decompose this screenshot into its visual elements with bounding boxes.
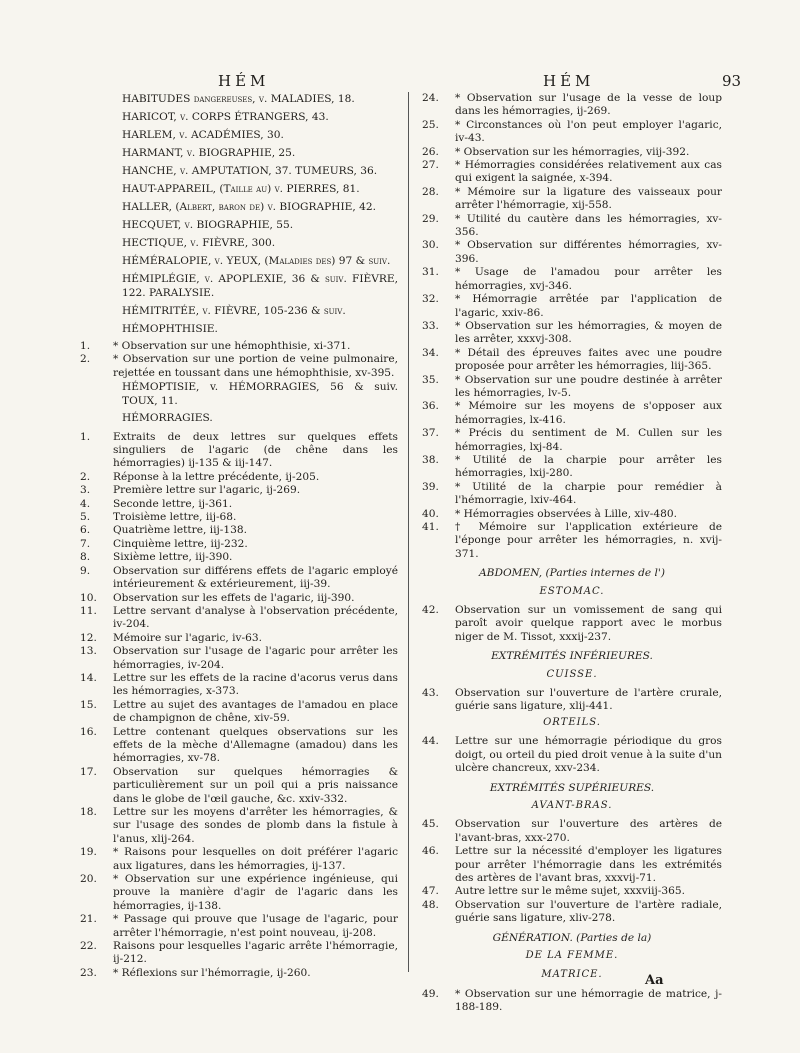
- item-number: 45.: [422, 818, 439, 831]
- index-entry: HANCHE, v. AMPUTATION, 37. TUMEURS, 36.: [122, 165, 378, 177]
- list-item: [80, 340, 398, 353]
- list-item: [80, 967, 398, 980]
- list-item: [80, 645, 398, 672]
- matrice-list: [422, 988, 722, 1015]
- list-item: [422, 92, 722, 119]
- item-text: * Utilité de la charpie pour remédier à l'hémorragie, lxiv-464.: [455, 480, 722, 507]
- list-item: [422, 899, 722, 926]
- item-text: Lettre sur les effets de la racine d'acorus verus dans les hémorragies, x-373.: [113, 671, 398, 698]
- item-number: 12.: [80, 631, 97, 644]
- estomac-heading: ESTOMAC.: [539, 585, 605, 597]
- list-item: [80, 524, 398, 537]
- item-number: 15.: [80, 698, 97, 711]
- list-item: [80, 592, 398, 605]
- item-text: * Utilité du cautère dans les hémorragies, xv-356.: [455, 212, 722, 239]
- item-text: * Passage qui prouve que l'usage de l'agaric, pour arrêter l'hémorragie, n'est point nouveau, ij-208.: [113, 913, 398, 939]
- item-text: † Mémoire sur l'application extérieure de l'éponge pour arrêter les hémorragies, n. xvij-371.: [455, 521, 722, 560]
- item-number: 44.: [422, 735, 439, 748]
- item-number: 25.: [422, 118, 439, 131]
- signature-mark: Aa: [645, 973, 664, 988]
- list-item: [80, 498, 398, 511]
- item-number: 46.: [422, 845, 439, 858]
- running-head-right: HÉM: [543, 72, 595, 90]
- list-item: [422, 374, 722, 401]
- list-item: [80, 431, 398, 471]
- list-item: [422, 604, 722, 644]
- item-number: 32.: [422, 293, 439, 306]
- list-item: [422, 481, 722, 508]
- item-text: Lettre sur les moyens d'arrêter les hémorragies, & sur l'usage des sondes de plomb dans la fistule à l'anus, xlij-264.: [113, 806, 398, 845]
- list-item: [80, 484, 398, 497]
- list-item: [422, 400, 722, 427]
- index-entry: HABITUDES dangereuses, v. MALADIES, 18.: [122, 93, 355, 105]
- item-number: 49.: [422, 987, 439, 1000]
- item-text: Autre lettre sur le même sujet, xxxviij-365.: [455, 885, 685, 898]
- item-number: 7.: [80, 537, 91, 550]
- item-number: 1.: [80, 340, 91, 352]
- item-text: Seconde lettre, ij-361.: [113, 497, 233, 510]
- extremites-inf-heading: EXTRÉMITÉS INFÉRIEURES.: [491, 650, 653, 663]
- item-text: Raisons pour lesquelles l'agaric arrête l'hémorragie, ij-212.: [113, 940, 398, 966]
- item-text: * Circonstances où l'on peut employer l'agaric, iv-43.: [455, 118, 722, 145]
- list-item: [422, 266, 722, 293]
- list-item: [80, 353, 398, 380]
- list-item: [80, 565, 398, 592]
- list-item: [80, 913, 398, 940]
- column-divider: [408, 92, 409, 972]
- list-item: [80, 605, 398, 632]
- index-entry: HÉMITRITÉE, v. FIÈVRE, 105-236 & suiv.: [122, 305, 346, 317]
- item-number: 8.: [80, 551, 91, 564]
- item-number: 35.: [422, 373, 439, 386]
- list-item: [80, 672, 398, 699]
- list-item: [80, 699, 398, 726]
- list-item: [422, 293, 722, 320]
- list-item: [422, 687, 722, 714]
- list-item: [422, 159, 722, 186]
- item-text: * Observation sur les hémorragies, viij-392.: [455, 145, 690, 158]
- cuisse-list: [422, 687, 722, 714]
- item-number: 14.: [80, 671, 97, 684]
- item-text: Sixième lettre, iij-390.: [113, 551, 233, 564]
- index-entry: HÉMÉRALOPIE, v. YEUX, (Maladies des) 97 & suiv.: [122, 255, 391, 267]
- item-number: 21.: [80, 913, 97, 926]
- list-item: [80, 940, 398, 967]
- list-item: [80, 726, 398, 766]
- running-head-left: HÉM: [218, 72, 270, 90]
- index-entry: HAUT-APPAREIL, (Taille au) v. PIERRES, 81.: [122, 183, 360, 195]
- item-text: Observation sur quelques hémorragies & particulièrement sur un poil qui a pris naissance dans le globe de l'œil gauche, &c. xxiv-332.: [113, 765, 398, 805]
- hemorragies-heading: HÉMORRAGIES.: [122, 412, 213, 425]
- index-entry: HECQUET, v. BIOGRAPHIE, 55.: [122, 219, 294, 231]
- orteils-list: [422, 735, 722, 775]
- item-text: * Hémorragies observées à Lille, xiv-480.: [455, 507, 677, 520]
- item-number: 33.: [422, 319, 439, 332]
- item-number: 34.: [422, 346, 439, 359]
- item-text: Lettre sur une hémorragie périodique du gros doigt, ou orteil du pied droit venue à la suite d'un ulcère chancreux, xxv-234.: [455, 735, 722, 775]
- avant-bras-heading: AVANT-BRAS.: [531, 799, 613, 811]
- item-text: * Mémoire sur la ligature des vaisseaux pour arrêter l'hémorragie, xij-558.: [455, 185, 722, 212]
- item-number: 30.: [422, 239, 439, 252]
- index-entry: HARLEM, v. ACADÉMIES, 30.: [122, 129, 284, 141]
- list-item: [80, 471, 398, 484]
- item-number: 17.: [80, 765, 97, 778]
- item-number: 22.: [80, 940, 97, 953]
- item-number: 10.: [80, 591, 97, 604]
- item-text: * Observation sur différentes hémorragies, xv-396.: [455, 239, 722, 265]
- item-text: * Détail des épreuves faites avec une poudre proposée pour arrêter les hémorragies, liij-365.: [455, 346, 722, 373]
- orteils-heading: ORTEILS.: [543, 716, 601, 728]
- list-item: [422, 885, 722, 898]
- index-entry: HÉMIPLÉGIE, v. APOPLEXIE, 36 & suiv. FIÈVRE, 122. PARALYSIE.: [122, 273, 398, 299]
- item-text: Observation sur un vomissement de sang qui paroît avoir quelque rapport avec le morbus niger de M. Tissot, xxxij-237.: [455, 604, 722, 643]
- list-item: [80, 551, 398, 564]
- item-text: * Observation sur une hémophthisie, xi-371.: [113, 340, 351, 352]
- item-number: 36.: [422, 400, 439, 413]
- item-text: Observation sur l'ouverture de l'artère crurale, guérie sans ligature, xlij-441.: [455, 687, 722, 713]
- item-text: Première lettre sur l'agaric, ij-269.: [113, 484, 301, 497]
- item-number: 29.: [422, 212, 439, 225]
- item-text: Observation sur l'usage de l'agaric pour arrêter les hémorragies, iv-204.: [113, 645, 398, 671]
- item-text: * Hémorragie arrêtée par l'application de l'agaric, xxiv-86.: [455, 293, 722, 319]
- item-text: * Usage de l'amadou pour arrêter les hémorragies, xvj-346.: [455, 266, 722, 292]
- avant-bras-list: [422, 818, 722, 925]
- item-number: 2.: [80, 470, 91, 483]
- item-text: * Observation sur l'usage de la vesse de loup dans les hémorragies, ij-269.: [455, 92, 722, 118]
- item-number: 48.: [422, 898, 439, 911]
- item-number: 1.: [80, 430, 91, 443]
- list-item: [80, 538, 398, 551]
- item-text: * Observation sur les hémorragies, & moyen de les arrêter, xxxvj-308.: [455, 319, 722, 346]
- item-number: 9.: [80, 564, 91, 577]
- item-number: 6.: [80, 524, 91, 537]
- hemorragies-list: [80, 431, 398, 981]
- item-number: 5.: [80, 511, 91, 524]
- item-number: 37.: [422, 427, 439, 440]
- item-text: * Observation sur une hémorragie de matrice, j-188-189.: [455, 987, 722, 1014]
- item-text: * Précis du sentiment de M. Cullen sur les hémorragies, lxj-84.: [455, 427, 722, 453]
- item-text: * Observation sur une expérience ingénieuse, qui prouve la manière d'agir de l'agaric dans les hémorragies, ij-138.: [113, 873, 398, 912]
- list-item: [422, 347, 722, 374]
- item-text: * Raisons pour lesquelles on doit préférer l'agaric aux ligatures, dans les hémorragies, ij-137.: [113, 846, 398, 872]
- hemophthisie-list: [80, 340, 398, 380]
- cuisse-heading: CUISSE.: [546, 668, 598, 680]
- index-entry: HARMANT, v. BIOGRAPHIE, 25.: [122, 147, 296, 159]
- index-entry: HECTIQUE, v. FIÈVRE, 300.: [122, 237, 276, 249]
- matrice-heading: MATRICE.: [541, 969, 603, 981]
- extremites-sup-heading: EXTRÉMITÉS SUPÉRIEURES.: [489, 781, 655, 794]
- item-text: Observation sur l'ouverture de l'artère radiale, guérie sans ligature, xliv-278.: [455, 898, 722, 925]
- generation-heading: GÉNÉRATION. (Parties de la): [492, 931, 652, 944]
- list-item: [422, 845, 722, 885]
- item-number: 2.: [80, 353, 91, 366]
- list-item: [422, 818, 722, 845]
- item-number: 24.: [422, 92, 439, 104]
- item-number: 41.: [422, 521, 439, 533]
- item-text: Lettre au sujet des avantages de l'amadou en place de champignon de chêne, xiv-59.: [113, 698, 398, 725]
- item-number: 4.: [80, 497, 91, 510]
- list-item: [80, 806, 398, 846]
- list-item: [80, 511, 398, 524]
- hemoptisie-ref: HÉMOPTISIE, v. HÉMORRAGIES, 56 & suiv. TOUX, 11.: [122, 381, 398, 408]
- femme-heading: DE LA FEMME.: [525, 949, 619, 961]
- item-text: * Utilité de la charpie pour arrêter les hémorragies, lxij-280.: [455, 453, 722, 480]
- item-text: * Observation sur une poudre destinée à arrêter les hémorragies, lv-5.: [455, 373, 722, 399]
- item-text: Cinquième lettre, iij-232.: [113, 537, 248, 550]
- item-text: Troisième lettre, iij-68.: [113, 511, 237, 524]
- item-number: 13.: [80, 645, 97, 658]
- item-number: 39.: [422, 480, 439, 493]
- list-item: [80, 846, 398, 873]
- list-item: [422, 508, 722, 521]
- item-number: 47.: [422, 885, 439, 898]
- index-entries: [80, 92, 398, 336]
- item-text: Lettre contenant quelques observations sur les effets de la mèche d'Allemagne (amadou) dans les hémorragies, xv-78.: [113, 725, 398, 765]
- item-text: Mémoire sur l'agaric, iv-63.: [113, 631, 262, 644]
- item-text: Lettre sur la nécessité d'employer les ligatures pour arrêter l'hémorragie dans les extrémités des artères de l'avant bras, xxxvij-71.: [455, 845, 722, 884]
- list-item: [422, 186, 722, 213]
- list-item: [422, 239, 722, 266]
- item-text: Observation sur différens effets de l'agaric employé intérieurement & extérieurement, iij-39.: [113, 564, 398, 591]
- list-item: [422, 213, 722, 240]
- item-number: 16.: [80, 725, 97, 738]
- index-entry: HÉMOPHTHISIE.: [122, 323, 218, 335]
- list-item: [422, 146, 722, 159]
- list-item: [80, 873, 398, 913]
- left-column: [80, 92, 398, 980]
- item-number: 38.: [422, 453, 439, 466]
- list-item: [422, 427, 722, 454]
- list-item: [422, 454, 722, 481]
- right-column: [422, 92, 722, 1015]
- index-entry: HARICOT, v. CORPS ÉTRANGERS, 43.: [122, 111, 329, 123]
- item-number: 23.: [80, 966, 97, 979]
- abdomen-heading: ABDOMEN, (Parties internes de l'): [479, 567, 665, 580]
- item-number: 20.: [80, 873, 97, 886]
- list-item: [422, 735, 722, 775]
- list-item: [422, 988, 722, 1015]
- index-entry: HALLER, (Albert, baron de) v. BIOGRAPHIE, 42.: [122, 201, 376, 213]
- item-text: Observation sur les effets de l'agaric, iij-390.: [113, 591, 355, 604]
- item-number: 11.: [80, 604, 97, 617]
- item-number: 28.: [422, 185, 439, 198]
- list-item: [422, 320, 722, 347]
- item-number: 40.: [422, 507, 439, 520]
- list-item: [422, 521, 722, 561]
- item-text: Extraits de deux lettres sur quelques effets singuliers de l'agaric (de chêne dans les hémorragies) ij-135 & iij-147.: [113, 430, 398, 470]
- item-text: Quatrième lettre, iij-138.: [113, 524, 247, 537]
- hemorragies-list-cont: [422, 92, 722, 561]
- item-text: Réponse à la lettre précédente, ij-205.: [113, 470, 320, 483]
- item-number: 18.: [80, 806, 97, 818]
- item-number: 26.: [422, 145, 439, 158]
- item-number: 19.: [80, 846, 97, 859]
- item-text: * Hémorragies considérées relativement aux cas qui exigent la saignée, x-394.: [455, 159, 722, 185]
- item-text: Lettre servant d'analyse à l'observation précédente, iv-204.: [113, 604, 398, 631]
- item-number: 43.: [422, 687, 439, 700]
- item-number: 3.: [80, 484, 91, 497]
- item-number: 42.: [422, 604, 439, 617]
- page-number: 93: [722, 72, 742, 90]
- item-text: * Réflexions sur l'hémorragie, ij-260.: [113, 966, 311, 979]
- list-item: [80, 766, 398, 806]
- item-text: * Observation sur une portion de veine pulmonaire, rejettée en toussant dans une hémophthisie, xv-395.: [113, 353, 398, 379]
- item-number: 27.: [422, 159, 439, 172]
- item-number: 31.: [422, 266, 439, 279]
- list-item: [422, 119, 722, 146]
- estomac-list: [422, 604, 722, 644]
- list-item: [80, 632, 398, 645]
- item-text: * Mémoire sur les moyens de s'opposer aux hémorragies, lx-416.: [455, 400, 722, 426]
- item-text: Observation sur l'ouverture des artères de l'avant-bras, xxx-270.: [455, 818, 722, 844]
